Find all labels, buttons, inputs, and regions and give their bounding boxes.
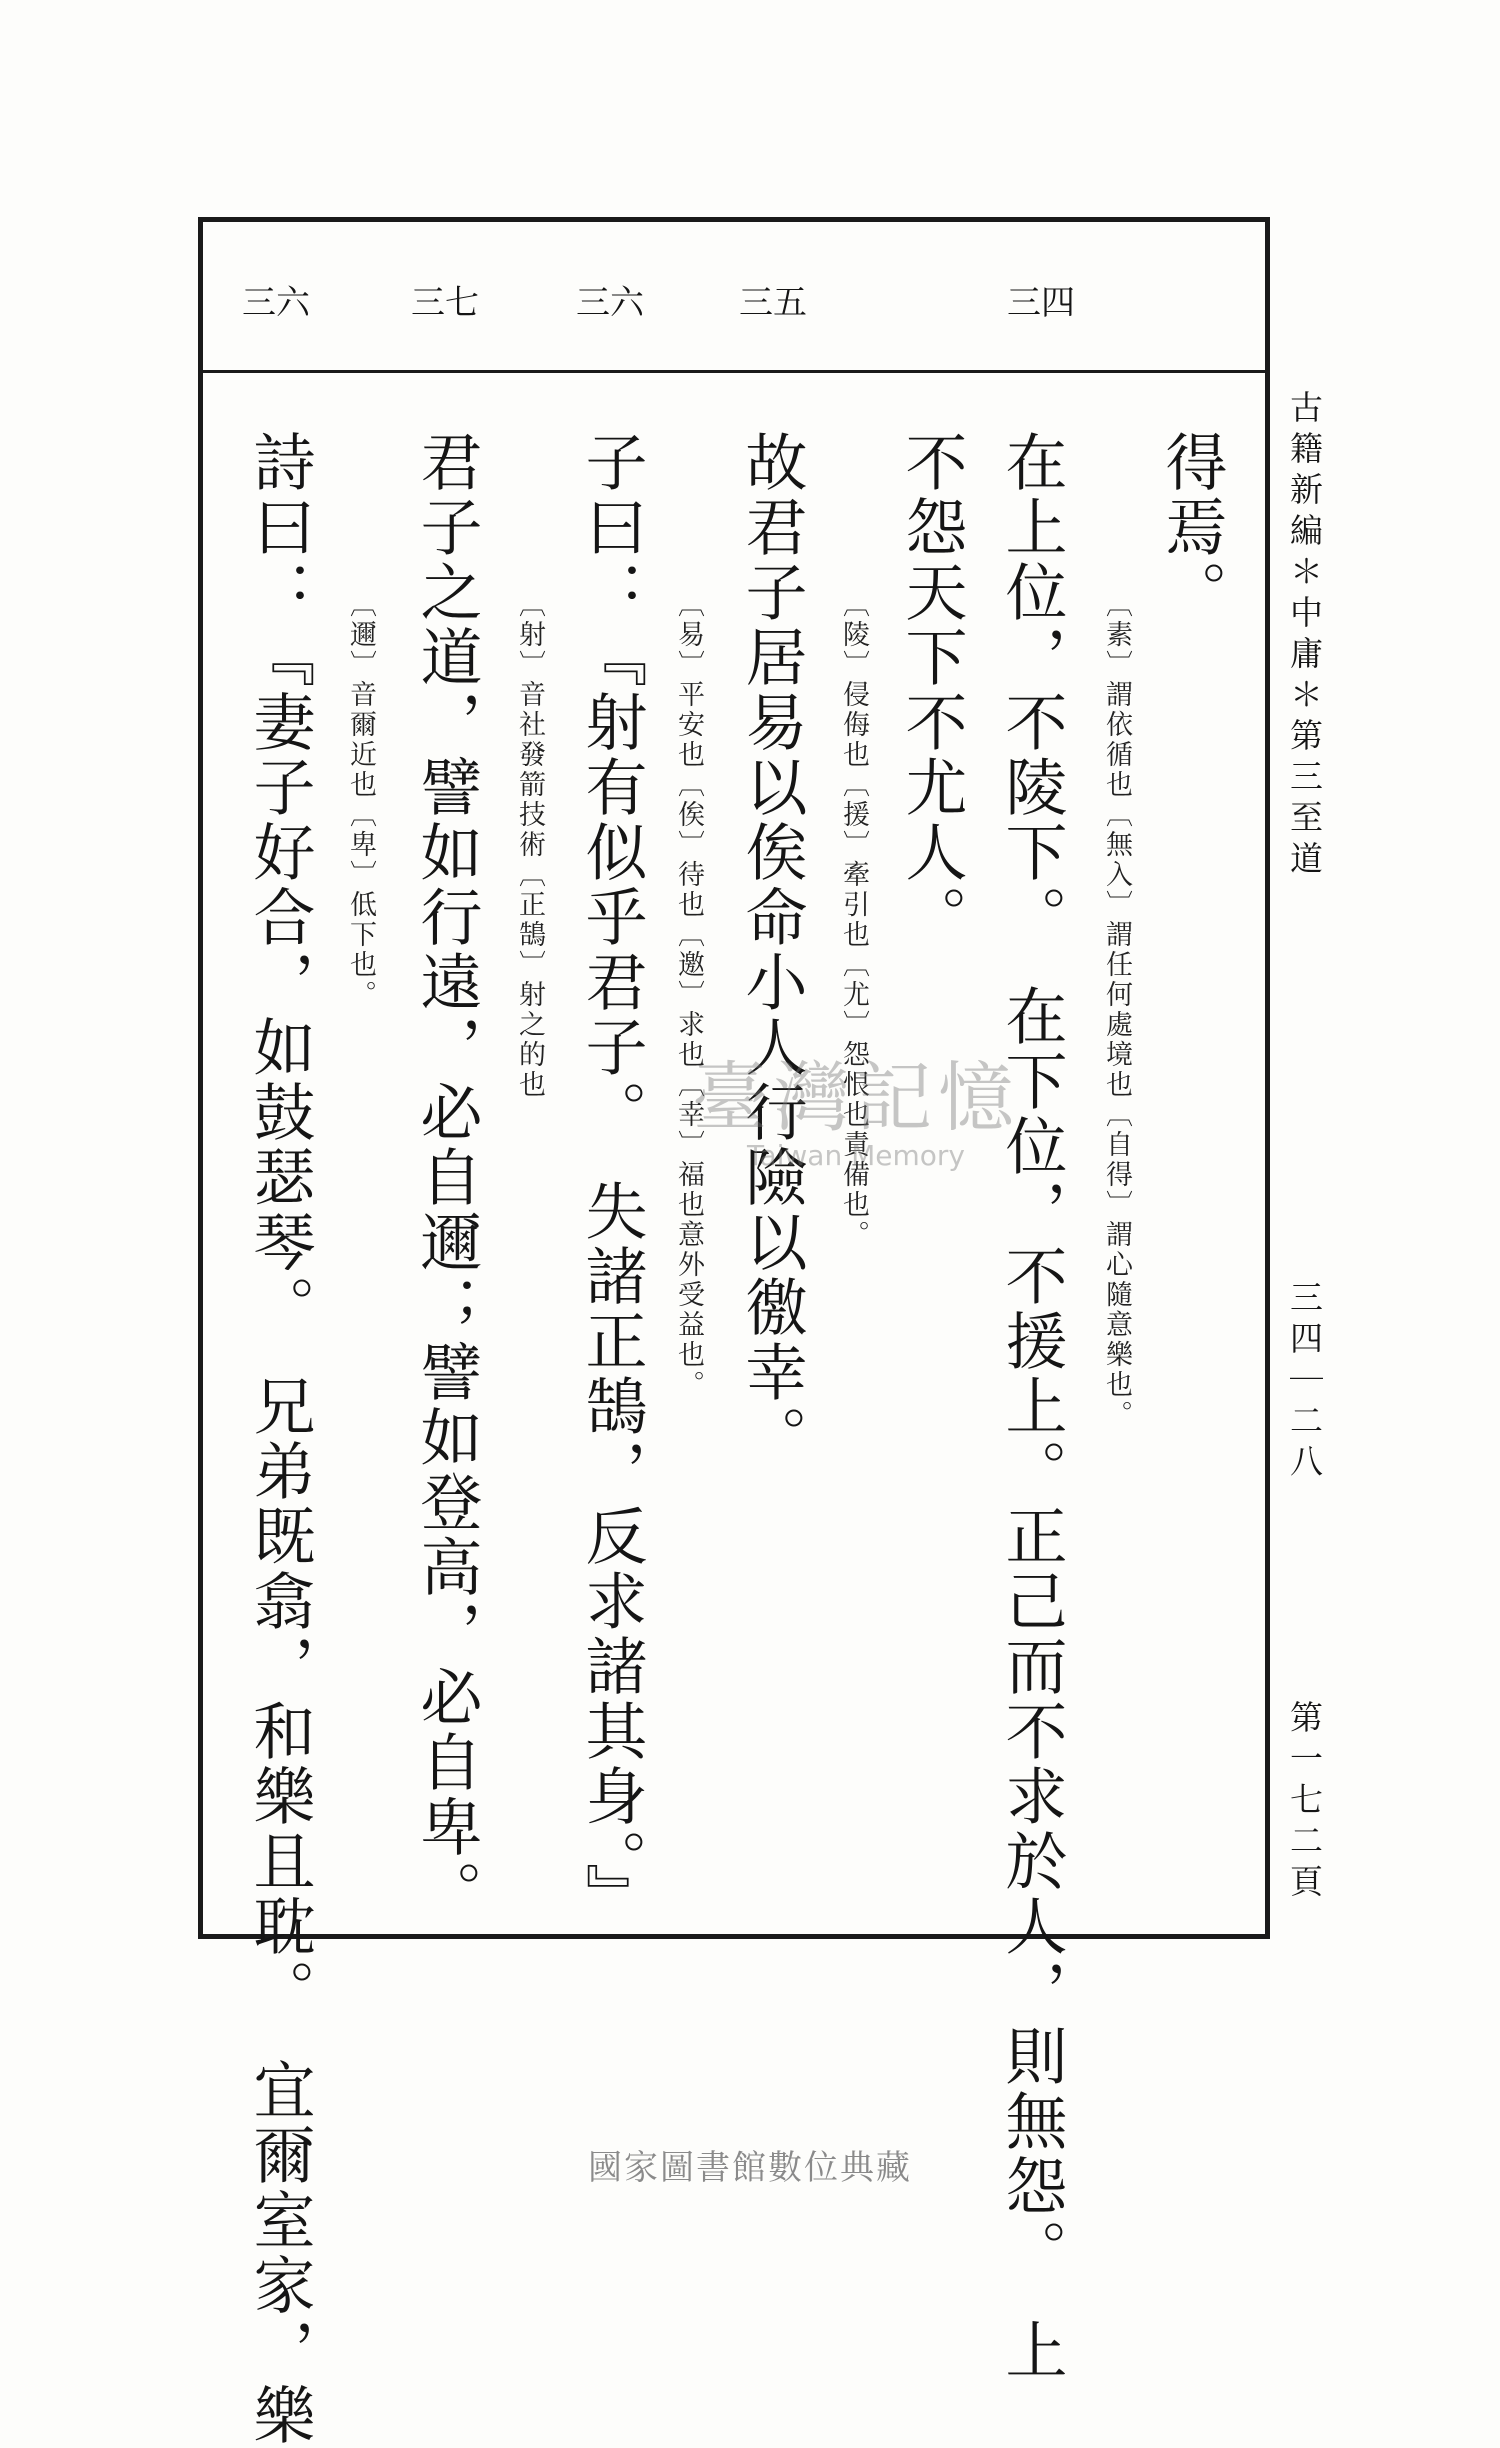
annotation-column: 〔邇〕音爾近也〔卑〕低下也。 <box>345 590 376 1010</box>
text-column: 得焉。 <box>1155 430 1228 625</box>
running-header-code: 三四｜二八 <box>1285 1280 1324 1485</box>
text-column: 在上位，不陵下。 在下位，不援上。正己而不求於人，則無怨。 上 <box>995 430 1068 2383</box>
line-number: 三四 <box>1007 283 1075 323</box>
text-column: 詩曰：『妻子好合，如鼓瑟琴。 兄弟既翕，和樂且耽。 宜爾室家，樂 <box>243 430 316 2448</box>
watermark-subtitle: Taiwan Memory <box>747 1139 965 1172</box>
line-number: 三五 <box>739 283 807 323</box>
line-number: 三六 <box>576 283 644 323</box>
text-column: 不怨天下不尤人。 <box>895 430 968 950</box>
running-header-page: 第一七二頁 <box>1285 1700 1324 1905</box>
running-header-title: 古籍新編＊中庸＊第三至道 <box>1285 390 1324 882</box>
line-number-band <box>203 222 1265 373</box>
annotation-column: 〔易〕平安也〔俟〕待也〔邀〕求也〔幸〕福也意外受益也。 <box>673 590 704 1400</box>
text-column: 故君子居易以俟命小人行險以徼幸。 <box>735 430 808 1470</box>
annotation-column: 〔素〕謂依循也〔無入〕謂任何處境也〔自得〕謂心隨意樂也。 <box>1101 590 1132 1430</box>
watermark-text: 臺灣記憶 <box>692 1053 1020 1142</box>
line-number: 三七 <box>411 283 479 323</box>
annotation-column: 〔射〕音社發箭技術〔正鵠〕射之的也 <box>514 590 545 1100</box>
text-column: 君子之道，譬如行遠，必自邇；譬如登高，必自卑。 <box>410 430 483 1925</box>
footer-credit: 國家圖書館數位典藏 <box>588 2148 912 2188</box>
text-column: 子曰：『射有似乎君子。 失諸正鵠，反求諸其身。』 <box>575 430 648 1928</box>
annotation-column: 〔陵〕侵侮也〔援〕牽引也〔尤〕怨恨也責備也。 <box>838 590 869 1250</box>
line-number: 三六 <box>242 283 310 323</box>
